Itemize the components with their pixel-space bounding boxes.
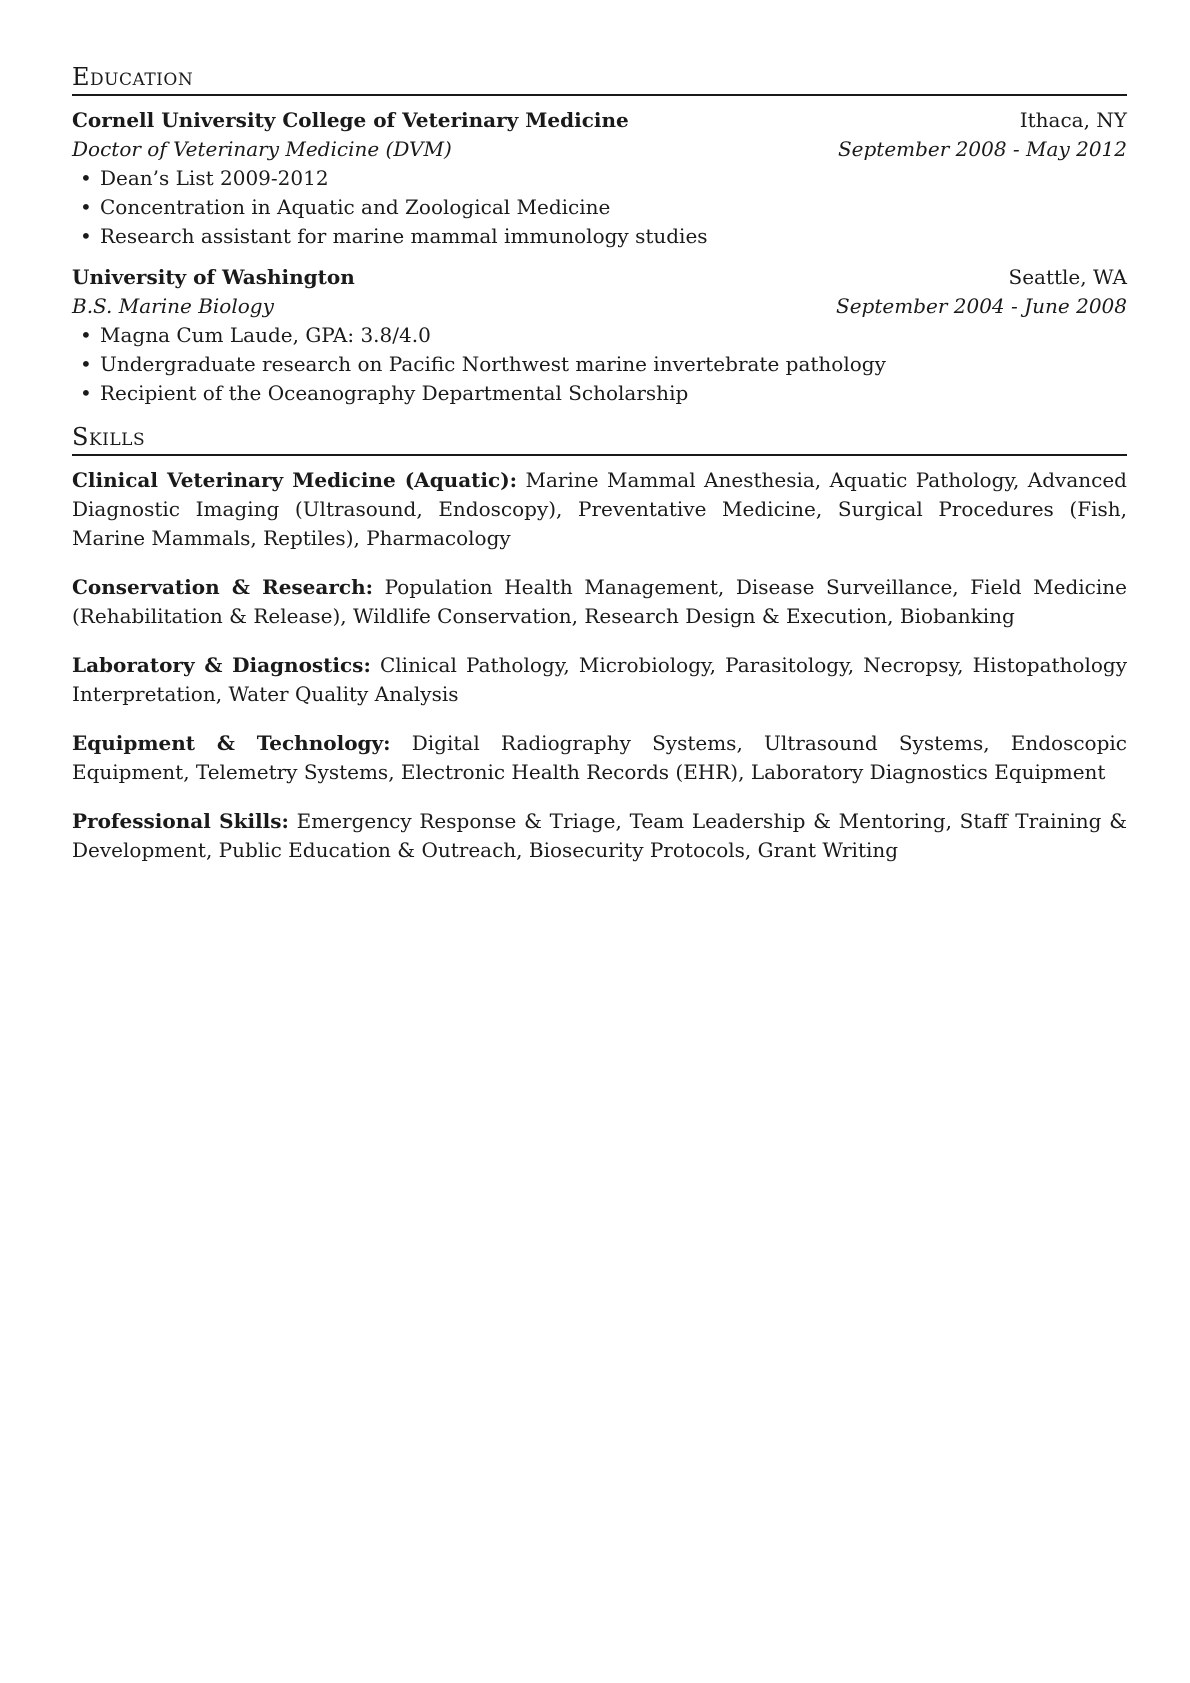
skill-text: Marine Mammal Anesthesia, Aquatic Pathology, Advanced Diagnostic Imaging (Ultrasound, Endoscopy), Preventative Medicine, Surgical Procedures (Fish, Marine Mammals, Reptiles), Pharmacology — [72, 468, 1127, 550]
skill-text: Digital Radiography Systems, Ultrasound Systems, Endoscopic Equipment, Telemetry Systems, Electronic Health Records (EHR), Laboratory Diagnostics Equipment — [72, 731, 1127, 784]
skill-text: Emergency Response & Triage, Team Leadership & Mentoring, Staff Training & Development, Public Education & Outreach, Biosecurity Protocols, Grant Writing — [72, 809, 1128, 862]
skill-text: Population Health Management, Disease Surveillance, Field Medicine (Rehabilitation & Release), Wildlife Conservation, Research Design & Execution, Biobanking — [72, 575, 1127, 628]
entry-header-row — [72, 106, 1127, 135]
institution-location: Ithaca, NY — [1019, 108, 1127, 132]
skill-group — [72, 573, 1127, 631]
education-section — [72, 62, 1127, 408]
entry-bullets — [72, 164, 1127, 251]
bullet-item: • Research assistant for marine mammal immunology studies — [72, 222, 1127, 251]
entry-subheader-row — [72, 135, 1127, 164]
skill-label: Professional Skills: — [72, 809, 289, 833]
degree-name: B.S. Marine Biology — [72, 294, 274, 318]
bullet-item: • Undergraduate research on Pacific Northwest marine invertebrate pathology — [72, 350, 1127, 379]
education-entry — [72, 263, 1127, 408]
skill-text: Clinical Pathology, Microbiology, Parasitology, Necropsy, Histopathology Interpretation, Water Quality Analysis — [72, 653, 1128, 706]
skill-label: Conservation & Research: — [72, 575, 373, 599]
degree-dates: September 2004 - June 2008 — [836, 294, 1127, 318]
skill-label: Clinical Veterinary Medicine (Aquatic): — [72, 468, 518, 492]
skills-section — [72, 422, 1127, 865]
education-heading: Education — [72, 62, 1127, 96]
entry-bullets — [72, 321, 1127, 408]
entry-subheader-row — [72, 292, 1127, 321]
skill-group — [72, 651, 1127, 709]
skill-group — [72, 729, 1127, 787]
bullet-item: • Dean’s List 2009-2012 — [72, 164, 1127, 193]
institution-name: University of Washington — [72, 265, 355, 289]
skill-label: Equipment & Technology: — [72, 731, 391, 755]
bullet-item: • Concentration in Aquatic and Zoological Medicine — [72, 193, 1127, 222]
degree-name: Doctor of Veterinary Medicine (DVM) — [72, 137, 452, 161]
education-entry — [72, 106, 1127, 251]
bullet-item: • Magna Cum Laude, GPA: 3.8/4.0 — [72, 321, 1127, 350]
institution-location: Seattle, WA — [1008, 265, 1127, 289]
degree-dates: September 2008 - May 2012 — [837, 137, 1127, 161]
resume-page — [72, 62, 1127, 879]
institution-name: Cornell University College of Veterinary Medicine — [72, 108, 629, 132]
skill-group — [72, 466, 1127, 553]
skill-group — [72, 807, 1127, 865]
bullet-item: • Recipient of the Oceanography Departmental Scholarship — [72, 379, 1127, 408]
skills-heading: Skills — [72, 422, 1127, 456]
entry-header-row — [72, 263, 1127, 292]
skill-label: Laboratory & Diagnostics: — [72, 653, 371, 677]
